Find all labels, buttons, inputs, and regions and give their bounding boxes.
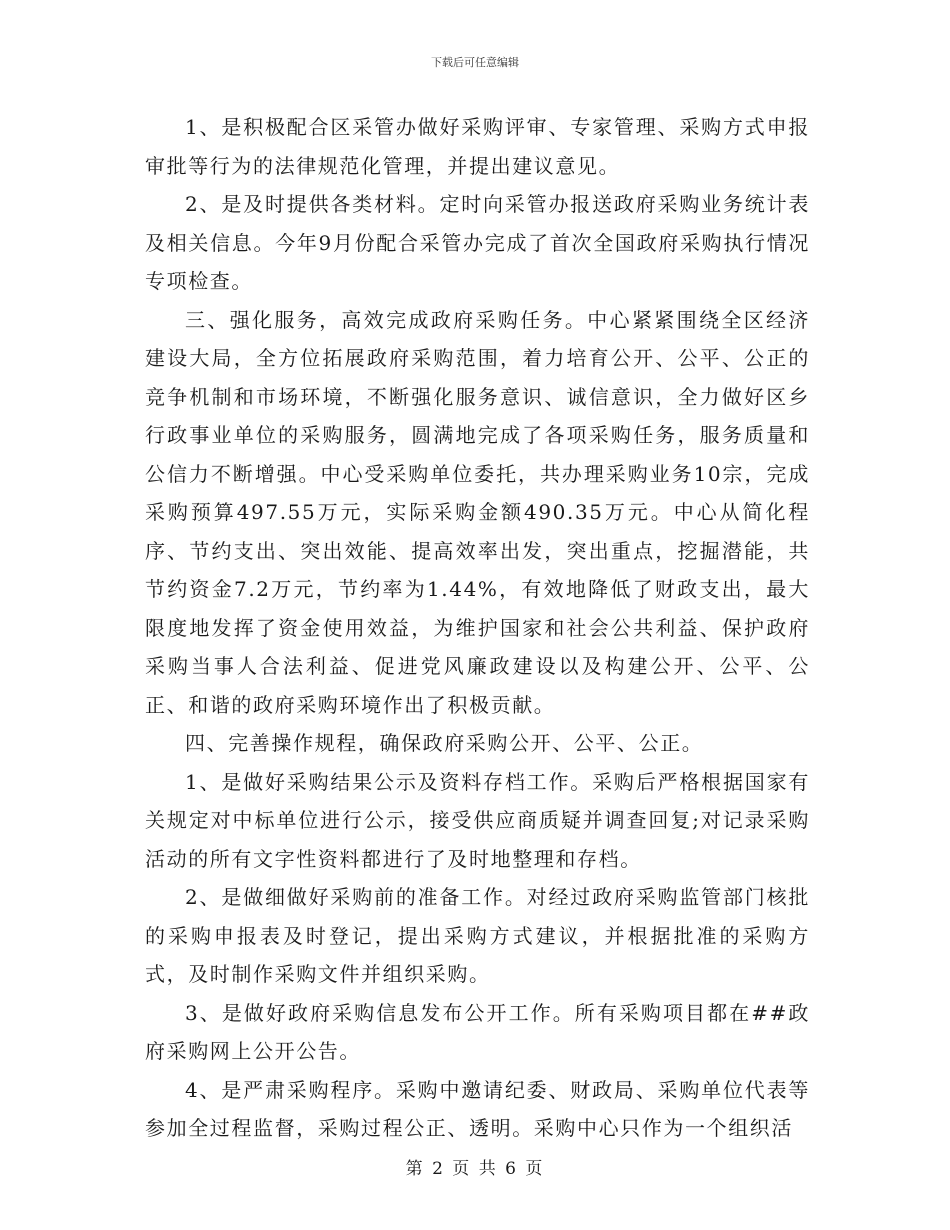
paragraph: 三、强化服务，高效完成政府采购任务。中心紧紧围绕全区经济建设大局，全方位拓展政府采购范围，着力培育公开、公平、公正的竞争机制和市场环境，不断强化服务意识、诚信意识，全力做好区乡行政事业单位的采购服务，圆满地完成了各项采购任务，服务质量和公信力不断增强。中心受采购单位委托，共办理采购业务10宗，完成采购预算497.55万元，实际采购金额490.35万元。中心从简化程序、节约支出、突出效能、提高效率出发，突出重点，挖掘潜能，共节约资金7.2万元，节约率为1.44%，有效地降低了财政支出，最大限度地发挥了资金使用效益，为维护国家和社会公共利益、保护政府采购当事人合法利益、促进党风廉政建设以及构建公开、公平、公正、和谐的政府采购环境作出了积极贡献。: [145, 307, 810, 717]
paragraph: 1、是积极配合区采管办做好采购评审、专家管理、采购方式申报审批等行为的法律规范化管理，并提出建议意见。: [145, 115, 810, 178]
paragraph: 2、是及时提供各类材料。定时向采管办报送政府采购业务统计表及相关信息。今年9月份配合采管办完成了首次全国政府采购执行情况专项检查。: [145, 192, 810, 293]
page-number: 第 2 页 共 6 页: [405, 1159, 545, 1179]
paragraph: 4、是严肃采购程序。采购中邀请纪委、财政局、采购单位代表等参加全过程监督，采购过程公正、透明。采购中心只作为一个组织活: [145, 1077, 810, 1140]
page-header-note: 下载后可任意编辑: [431, 56, 519, 69]
paragraph: 1、是做好采购结果公示及资料存档工作。采购后严格根据国家有关规定对中标单位进行公示，接受供应商质疑并调查回复;对记录采购活动的所有文字性资料都进行了及时地整理和存档。: [145, 769, 810, 871]
paragraph: 2、是做细做好采购前的准备工作。对经过政府采购监管部门核批的采购申报表及时登记，提出采购方式建议，并根据批准的采购方式，及时制作采购文件并组织采购。: [145, 885, 810, 986]
paragraph: 3、是做好政府采购信息发布公开工作。所有采购项目都在##政府采购网上公开公告。: [145, 1000, 810, 1063]
document-body: [145, 108, 810, 1148]
paragraph: 四、完善操作规程，确保政府采购公开、公平、公正。: [185, 731, 704, 755]
